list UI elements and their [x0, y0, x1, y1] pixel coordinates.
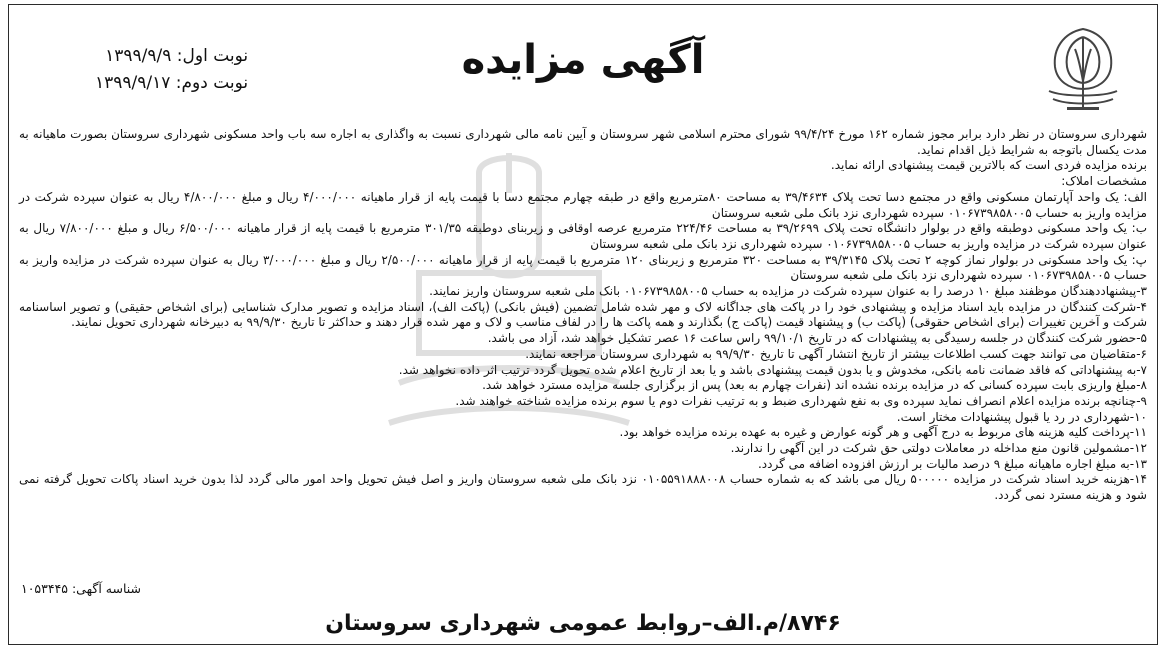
advertisement-page	[8, 4, 1158, 645]
condition-item: ۶-متقاضیان می توانند جهت کسب اطلاعات بیشتر از تاریخ انتشار آگهی تا تاریخ ۹۹/۹/۳۰ به شهرداری سروستان مراجعه نمایند.	[525, 346, 1147, 361]
condition-item: ۱۳-به مبلغ اجاره ماهیانه مبلغ ۹ درصد مالیات بر ارزش افزوده اضافه می گردد.	[757, 456, 1147, 471]
condition-item: ۸-مبلغ واریزی بابت سپرده کسانی که در مزایده برنده نشده اند (نفرات چهارم به بعد) پس از برگزاری جلسه مزایده مسترد خواهد شد.	[482, 378, 1147, 393]
footer-separator: –	[701, 611, 713, 636]
footer-code: ۸۷۴۶/م.الف	[712, 611, 841, 636]
property-item: ب: یک واحد مسکونی دوطبقه واقع در بولوار دانشگاه تحت پلاک ۳۹/۲۶۹۹ به مساحت ۲۲۴/۴۶ مترمربع عرصه اوقافی و زیربنای دوطبقه ۳۰۱/۳۵ مترمربع با قیمت پایه از قرار ماهیانه ۶/۵۰۰/۰۰۰ ریال و مبلغ ۷/۸۰۰/۰۰۰ ریال به عنوان سپرده شرکت در مزایده واریز به حساب ۰۱۰۶۷۳۹۸۵۸۰۰۵ سپرده شهرداری نزد بانک ملی شعبه سروستان	[19, 221, 1147, 251]
publication-dates	[95, 43, 248, 97]
footer-sign: روابط عمومی شهرداری سروستان	[325, 611, 702, 636]
page-title: آگهی مزایده	[461, 37, 705, 83]
condition-item: ۳-پیشنهاددهندگان موظفند مبلغ ۱۰ درصد را به عنوان سپرده شرکت در مزایده به حساب ۰۱۰۶۷۳۹۸۵۸۰۰۵ بانک ملی شعبه سروستان واریز نمایند.	[429, 284, 1147, 299]
header	[9, 5, 1157, 127]
second-round-date: نوبت دوم: ۱۳۹۹/۹/۱۷	[95, 73, 249, 93]
intro-paragraph: شهرداری سروستان در نظر دارد برابر مجوز شماره ۱۶۲ مورخ ۹۹/۴/۲۴ شورای محترم اسلامی شهر سروستان و آیین نامه مالی شهرداری نسبت به واگذاری به اجاره سه باب واحد مسکونی شهرداری سروستان بصورت ماهیانه به مدت یکسال باتوجه به شرایط ذیل اقدام نماید.	[19, 127, 1147, 157]
condition-item: برنده مزایده فردی است که بالاترین قیمت پیشنهادی ارائه نماید.	[830, 158, 1147, 173]
ad-id: شناسه آگهی: ۱۰۵۳۴۴۵	[21, 581, 141, 596]
condition-item: ۱۴-هزینه خرید اسناد شرکت در مزایده ۵۰۰۰۰۰ ریال می باشد که به شماره حساب ۰۱۰۵۵۹۱۸۸۸۰۰۸ نزد بانک ملی شعبه سروستان واریز و اصل فیش تحویل واحد امور مالی گردد لذا بدون خرید اسناد پاکات تحویل گرفته نمی شود و هزینه مسترد نمی گردد.	[19, 472, 1147, 503]
condition-item: ۷-به پیشنهاداتی که فاقد ضمانت نامه بانکی، مخدوش و یا بدون قیمت پیشنهادی باشد و یا بعد از تاریخ اعلام شده تحویل گردد ترتیب اثر داده نخواهد شد.	[398, 362, 1147, 377]
condition-item: ۱۰-شهرداری در رد یا قبول پیشنهادات مختار است.	[896, 409, 1147, 424]
condition-item: ۱۱-پرداخت کلیه هزینه های مربوط به درج آگهی و هر گونه عوارض و غیره به عهده برنده مزایده خواهد بود.	[619, 425, 1147, 440]
first-round-date: نوبت اول: ۱۳۹۹/۹/۹	[105, 46, 249, 66]
condition-item: ۵-حضور شرکت کنندگان در جلسه رسیدگی به پیشنهادات که در تاریخ ۹۹/۱۰/۱ راس ساعت ۱۶ عصر تشکیل خواهد شد، آزاد می باشد.	[487, 331, 1147, 346]
property-item: الف: یک واحد آپارتمان مسکونی واقع در مجتمع دسا تحت پلاک ۳۹/۴۶۳۴ به مساحت ۸۰مترمربع واقع در طبقه چهارم مجتمع دسا با قیمت پایه از قرار ماهیانه ۴/۰۰۰/۰۰۰ ریال و مبلغ ۴/۸۰۰/۰۰۰ ریال به عنوان سپرده شرکت در مزایده واریز به حساب ۰۱۰۶۷۳۹۸۵۸۰۰۵ سپرده شهرداری نزد بانک ملی شعبه سروستان	[19, 189, 1147, 220]
condition-item: ۱۲-مشمولین قانون منع مداخله در معاملات دولتی حق شرکت در این آگهی را ندارند.	[730, 441, 1147, 456]
condition-item: ۹-چنانچه برنده مزایده اعلام انصراف نماید سپرده وی به نفع شهرداری ضبط و به ترتیب نفرات دوم یا سوم برنده مزایده شناخته خواهند شد.	[455, 393, 1147, 408]
condition-item: ۴-شرکت کنندگان در مزایده باید اسناد مزایده و پیشنهادی خود را در پاکت های جداگانه لاک و مهر شده شامل تضمین (فیش بانکی) (پاکت الف)، اسناد مزایده و تصویر مدارک شناسایی (برای اشخاص حقیقی) و تصویر اساسنامه شرکت و آخرین تغییرات (برای اشخاص حقوقی) (پاکت ب) و پیشنهاد قیمت (پاکت ج) بگذارند و همه پاکت ها را در لفاف مناسب و لاک و مهر شده قرار دهند و حداکثر تا تاریخ ۹۹/۹/۳۰ به دبیرخانه شهرداری تحویل نمایند.	[19, 299, 1147, 330]
property-item: پ: یک واحد مسکونی در بولوار نماز کوچه ۲ تحت پلاک ۳۹/۳۱۴۵ به مساحت ۳۲۰ مترمربع و زیربنای ۱۲۰ مترمربع با قیمت پایه از قرار ماهیانه ۲/۵۰۰/۰۰۰ ریال و مبلغ ۳/۰۰۰/۰۰۰ ریال به عنوان سپرده شرکت در مزایده واریز به حساب ۰۱۰۶۷۳۹۸۵۸۰۰۵ سپرده شهرداری نزد بانک ملی شعبه سروستان	[19, 252, 1147, 283]
condition-item: مشخصات املاک:	[1061, 174, 1147, 189]
advertisement-body	[9, 127, 1157, 504]
footer-signature	[9, 611, 1157, 636]
